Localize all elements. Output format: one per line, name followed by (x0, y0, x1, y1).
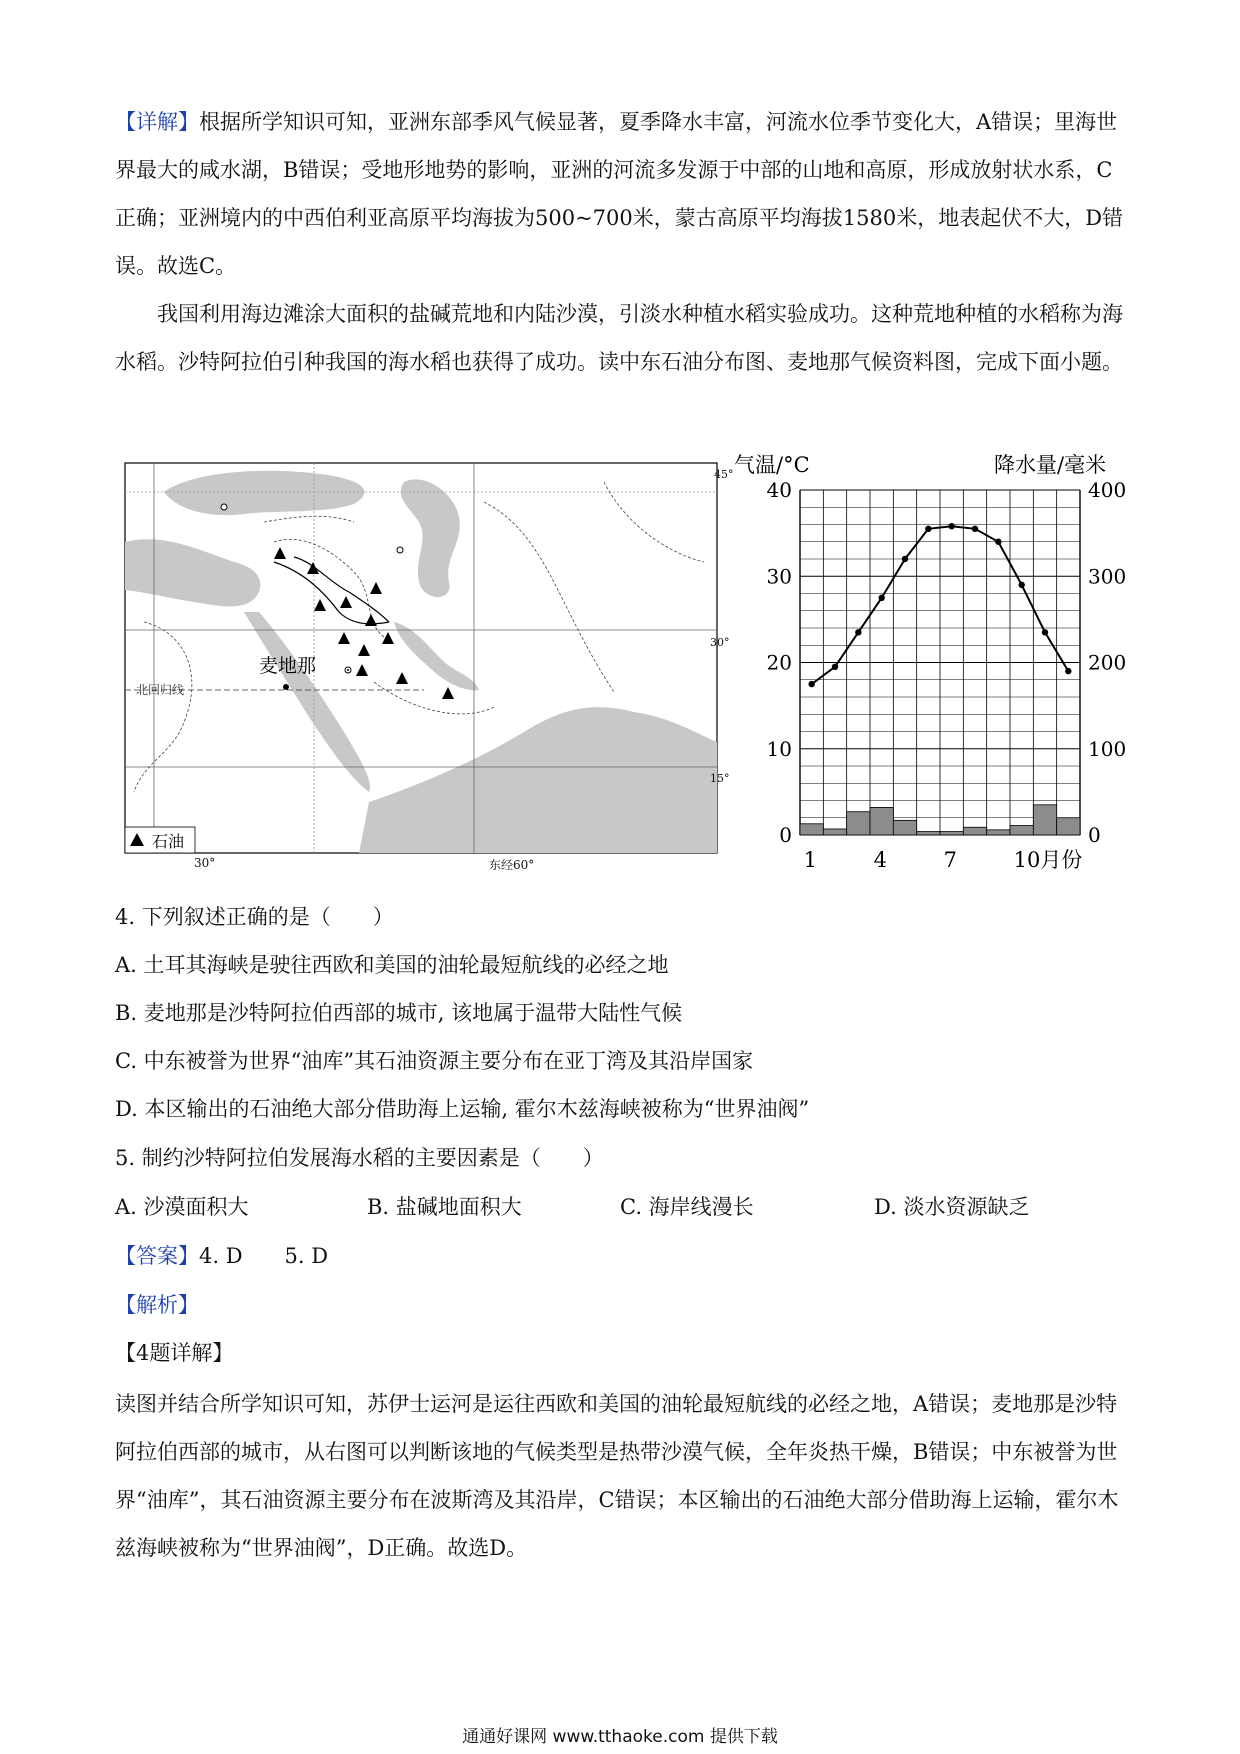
page-footer: 通通好课网 www.tthaoke.com 提供下载 (462, 1727, 778, 1747)
left-tick-label: 20 (766, 650, 792, 675)
left-axis-label: 气温/°C (734, 453, 810, 477)
right-tick-label: 0 (1088, 823, 1101, 847)
left-tick-label: 30 (766, 564, 792, 589)
chart-ticks (767, 478, 1127, 872)
temperature-point (1042, 629, 1048, 635)
detail4-text: 读图并结合所学知识可知，苏伊士运河是运往西欧和美国的油轮最短航线的必经之地，A错误；麦地那是沙特阿拉伯西部的城市，从右图可以判断该地的气候类型是热带沙漠气候，全年炎热干燥，B错误；中东被誉为世界“油库”，其石油资源主要分布在波斯湾及其沿岸，C错误；本区输出的石油绝大部分借助海上运输，霍尔木兹海峡被称为“世界油阀”，D正确。故选D。 (115, 1392, 1119, 1560)
right-tick-label: 400 (1088, 478, 1127, 502)
x-tick-label: 1 (803, 848, 818, 872)
temperature-point (902, 556, 908, 562)
lon-label-60: 东经60° (489, 858, 535, 872)
x-tick-label: 10月份 (1013, 848, 1083, 872)
temperature-point (1018, 582, 1024, 588)
detail-tag: 【详解】 (115, 110, 199, 134)
temperature-point (948, 523, 954, 529)
climate-svg (724, 448, 1144, 878)
precip-bar (800, 824, 823, 835)
tropic-label: 北回归线 (136, 683, 185, 697)
precip-bar (1010, 826, 1033, 835)
legend-label: 石油 (152, 832, 185, 851)
precip-bar (963, 827, 986, 835)
precip-bar (1033, 805, 1056, 835)
q4-option-b[interactable]: B. 麦地那是沙特阿拉伯西部的城市, 该地属于温带大陆性气候 (115, 1001, 683, 1025)
q4-stem: 4. 下列叙述正确的是（ ） (115, 905, 394, 929)
city-medina-dot (283, 684, 289, 690)
detail-text: 根据所学知识可知，亚洲东部季风气候显著，夏季降水丰富，河流水位季节变化大，A错误；里海世界最大的咸水湖，B错误；受地形地势的影响，亚洲的河流多发源于中部的山地和高原，形成放射状水系，C正确；亚洲境内的中西伯利亚高原平均海拔为500~700米，蒙古高原平均海拔1580米，地表起伏不大，D错误。故选C。 (115, 110, 1124, 278)
answer-tag: 【答案】 (115, 1244, 199, 1268)
q5-option-b[interactable]: B. 盐碱地面积大 (367, 1195, 522, 1219)
city-ankara (221, 504, 227, 510)
x-tick-label: 4 (873, 848, 888, 872)
previous-detail (115, 98, 1125, 290)
middle-east-oil-map (124, 462, 734, 872)
q4-option-d[interactable]: D. 本区输出的石油绝大部分借助海上运输, 霍尔木兹海峡被称为“世界油阀” (115, 1097, 810, 1121)
precip-bar (917, 832, 940, 835)
medina-climate-chart (724, 448, 1144, 878)
temperature-point (995, 539, 1001, 545)
detail4-tag: 【4题详解】 (115, 1341, 234, 1365)
lon-label-30: 30° (194, 856, 216, 870)
chart-grid (800, 490, 1080, 835)
q4-option-a[interactable]: A. 土耳其海峡是驶往西欧和美国的油轮最短航线的必经之地 (115, 953, 669, 977)
temperature-point (925, 526, 931, 532)
precip-bar (870, 807, 893, 835)
temperature-point (972, 526, 978, 532)
left-tick-label: 0 (779, 823, 792, 847)
precip-bar (940, 832, 963, 835)
precip-bar (847, 812, 870, 835)
lat-label-30: 30° (710, 636, 730, 649)
q5-option-d[interactable]: D. 淡水资源缺乏 (874, 1195, 1030, 1219)
answer-line (115, 1241, 328, 1271)
precip-bar (893, 820, 916, 835)
q4-option-c[interactable]: C. 中东被誉为世界“油库”其石油资源主要分布在亚丁湾及其沿岸国家 (115, 1049, 754, 1073)
q5-option-a[interactable]: A. 沙漠面积大 (115, 1195, 249, 1219)
map-svg (124, 462, 718, 854)
right-tick-label: 200 (1088, 650, 1127, 675)
temperature-point (808, 681, 814, 687)
left-tick-label: 10 (766, 736, 792, 761)
temperature-point (832, 664, 838, 670)
temperature-point (855, 629, 861, 635)
temperature-point (878, 595, 884, 601)
right-tick-label: 100 (1088, 736, 1127, 761)
answer-text: 4. D 5. D (199, 1244, 329, 1268)
city-tehran (397, 547, 403, 553)
lat-label-45: 45° (714, 468, 734, 481)
q5-stem: 5. 制约沙特阿拉伯发展海水稻的主要因素是（ ） (115, 1146, 604, 1170)
lat-label-15: 15° (710, 772, 730, 785)
right-tick-label: 300 (1088, 564, 1127, 589)
precip-bar (1057, 818, 1080, 835)
question-intro: 我国利用海边滩涂大面积的盐碱荒地和内陆沙漠，引淡水种植水稻实验成功。这种荒地种植的水稻称为海水稻。沙特阿拉伯引种我国的海水稻也获得了成功。读中东石油分布图、麦地那气候资料图，完成下面小题。 (115, 302, 1123, 374)
x-tick-label: 7 (943, 848, 958, 872)
right-axis-label: 降水量/毫米 (994, 453, 1107, 477)
temperature-point (1065, 668, 1071, 674)
left-tick-label: 40 (766, 478, 792, 502)
precip-bar (823, 829, 846, 835)
precip-bar (987, 830, 1010, 835)
q5-option-c[interactable]: C. 海岸线漫长 (620, 1195, 754, 1219)
analysis-tag: 【解析】 (115, 1293, 199, 1317)
city-label-medina: 麦地那 (259, 655, 317, 677)
